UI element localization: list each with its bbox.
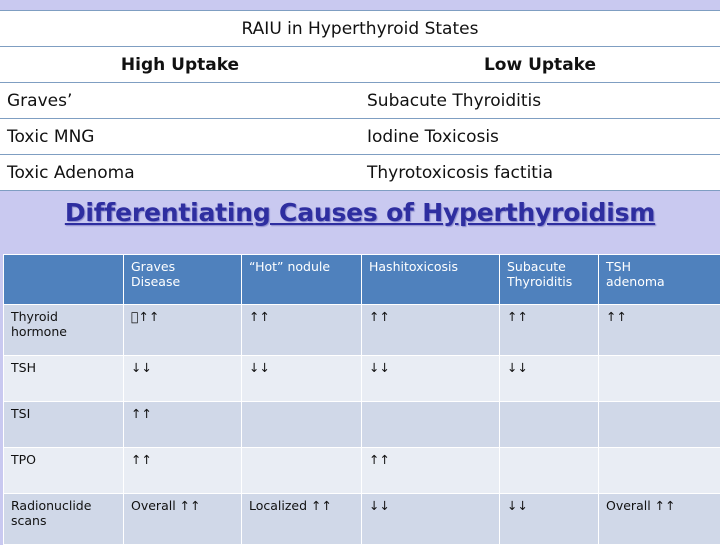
table-cell: Overall ↑↑ (124, 494, 242, 545)
row-label: TPO (4, 448, 124, 494)
table-row (4, 494, 720, 545)
table-cell: ↑↑ (124, 402, 242, 448)
table-cell: Overall ↑↑ (599, 494, 720, 545)
row-label: TSH (4, 356, 124, 402)
diff-header-cell (4, 255, 124, 305)
table-cell: 􀀀↑↑ (124, 305, 242, 356)
diff-header-cell: TSH adenoma (599, 255, 720, 305)
raiu-low-cell: Thyrotoxicosis factitia (360, 155, 720, 191)
table-cell: ↓↓ (242, 356, 362, 402)
raiu-high-cell: Toxic Adenoma (0, 155, 360, 191)
raiu-title: RAIU in Hyperthyroid States (0, 11, 720, 47)
table-row (4, 448, 720, 494)
table-cell (362, 402, 500, 448)
table-cell: ↑↑ (500, 305, 599, 356)
diff-header-cell: Hashitoxicosis (362, 255, 500, 305)
table-cell (242, 448, 362, 494)
raiu-low-header: Low Uptake (360, 47, 720, 83)
differentiation-table (3, 254, 720, 545)
raiu-high-cell: Graves’ (0, 83, 360, 119)
row-label: TSI (4, 402, 124, 448)
table-row (4, 402, 720, 448)
table-cell: ↓↓ (500, 494, 599, 545)
diff-header-row (4, 255, 720, 305)
raiu-row (0, 119, 720, 155)
table-cell: ↑↑ (599, 305, 720, 356)
row-label: Radionuclide scans (4, 494, 124, 545)
table-row (4, 356, 720, 402)
raiu-row (0, 155, 720, 191)
raiu-high-header: High Uptake (0, 47, 360, 83)
table-row (4, 305, 720, 356)
table-cell (500, 448, 599, 494)
table-cell (599, 402, 720, 448)
raiu-header-row (0, 47, 720, 83)
table-cell: ↓↓ (124, 356, 242, 402)
table-cell: ↓↓ (500, 356, 599, 402)
raiu-title-row (0, 11, 720, 47)
raiu-low-cell: Subacute Thyroiditis (360, 83, 720, 119)
table-cell: Localized ↑↑ (242, 494, 362, 545)
row-label: Thyroid hormone (4, 305, 124, 356)
raiu-low-cell: Iodine Toxicosis (360, 119, 720, 155)
diff-header-cell: “Hot” nodule (242, 255, 362, 305)
table-cell: ↑↑ (124, 448, 242, 494)
table-cell (599, 356, 720, 402)
table-cell (599, 448, 720, 494)
table-cell (500, 402, 599, 448)
table-cell: ↑↑ (362, 305, 500, 356)
slide-title: Differentiating Causes of Hyperthyroidism (0, 198, 720, 227)
raiu-table (0, 10, 720, 191)
diff-header-cell: Graves Disease (124, 255, 242, 305)
table-cell: ↑↑ (362, 448, 500, 494)
table-cell: ↓↓ (362, 356, 500, 402)
diff-header-cell: Subacute Thyroiditis (500, 255, 599, 305)
table-cell: ↓↓ (362, 494, 500, 545)
table-cell (242, 402, 362, 448)
raiu-row (0, 83, 720, 119)
raiu-high-cell: Toxic MNG (0, 119, 360, 155)
table-cell: ↑↑ (242, 305, 362, 356)
